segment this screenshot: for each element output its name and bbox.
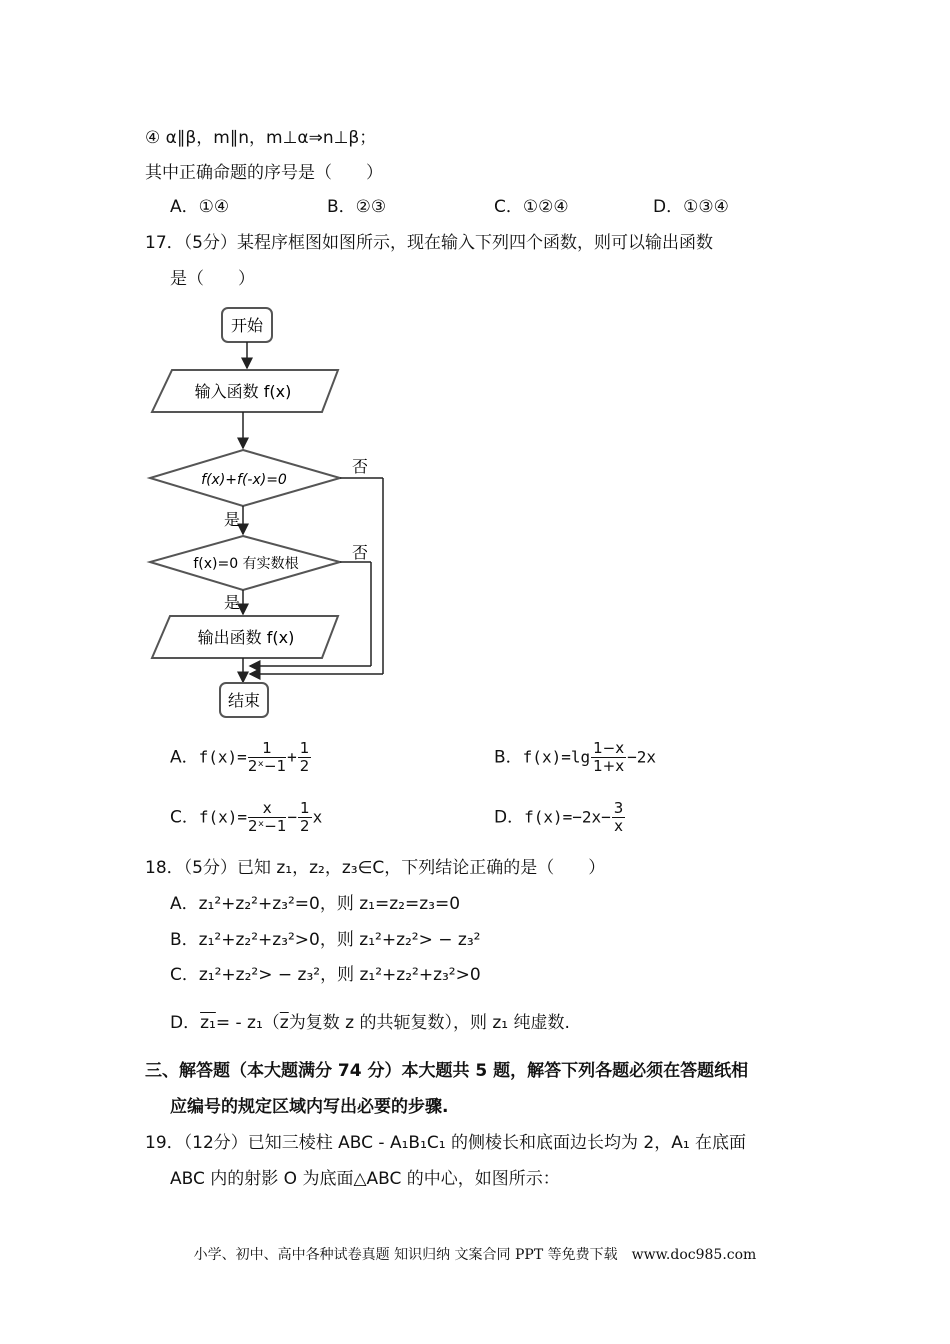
q18-option-b: B．z₁²+z₂²+z₃²>0，则 z₁²+z₂²> − z₃² (170, 930, 481, 950)
q17-option-c: C．f(x)= $\frac{x}{\text{2ˣ−1}}$ − $\frac{1}{2}$ x (170, 799, 323, 835)
flow-decision-1-label: f(x)+f(-x)=0 (201, 472, 287, 488)
flow-yes-label-1: 是 (224, 510, 241, 529)
q19-stem-line1: 19．（12分）已知三棱柱 ABC - A₁B₁C₁ 的侧棱长和底面边长均为 2，A₁ 在底面 (145, 1133, 747, 1153)
flow-no-label-2: 否 (352, 543, 369, 562)
q16-stem: 其中正确命题的序号是（ ） (145, 163, 383, 183)
flow-end-label: 结束 (227, 691, 261, 710)
q16-proposition-4: ④ α∥β，m∥n，m⊥α⇒n⊥β； (145, 128, 377, 148)
q16-option-a: A．①④ (170, 197, 230, 217)
q17-stem-line1: 17．（5分）某程序框图如图所示，现在输入下列四个函数，则可以输出函数 (145, 233, 713, 253)
q16-option-d: D．①③④ (653, 197, 729, 217)
q18-option-d: D．$z_1= - z_1(\overline{z}$为复数 z 的共轭复数），则 z₁ 纯虚数. (170, 1013, 570, 1033)
q19-stem-line2: ABC 内的射影 O 为底面△ABC 的中心，如图所示： (170, 1169, 560, 1189)
flow-yes-label-2: 是 (224, 593, 241, 612)
q17-option-a: A．f(x)= $\frac{1}{\text{2ˣ−1}}$ + $\frac{1}{2}$ (170, 739, 310, 775)
q18-stem: 18．（5分）已知 z₁，z₂，z₃∈C，下列结论正确的是（ ） (145, 858, 606, 878)
flow-output-label: 输出函数 f(x) (197, 628, 295, 647)
q18-option-c: C．z₁²+z₂²> − z₃²，则 z₁²+z₂²+z₃²>0 (170, 965, 481, 985)
section3-heading-line1: 三、解答题（本大题满分 74 分）本大题共 5 题，解答下列各题必须在答题纸相 (145, 1061, 749, 1081)
section3-heading-line2: 应编号的规定区域内写出必要的步骤. (170, 1097, 449, 1117)
q18-option-a: A．z₁²+z₂²+z₃²=0，则 z₁=z₂=z₃=0 (170, 894, 461, 914)
q16-option-c: C．①②④ (494, 197, 569, 217)
q17-option-b: B．f(x)=lg $\frac{1-x}{1+x}$ −2x (494, 739, 657, 775)
flow-decision-2-label: f(x)=0 有实数根 (193, 556, 299, 572)
flow-no-label-1: 否 (352, 457, 369, 476)
flowchart (140, 300, 400, 725)
q17-stem-line2: 是（ ） (170, 269, 255, 289)
q16-option-b: B．②③ (327, 197, 387, 217)
flow-start-label: 开始 (230, 316, 264, 335)
flow-input-label: 输入函数 f(x) (194, 382, 292, 401)
page-footer: 小学、初中、高中各种试卷真题 知识归纳 文案合同 PPT 等免费下载 www.doc985.com (193, 1247, 757, 1263)
q17-option-d: D．f(x)=−2x− $\frac{3}{x}$ (494, 799, 624, 835)
